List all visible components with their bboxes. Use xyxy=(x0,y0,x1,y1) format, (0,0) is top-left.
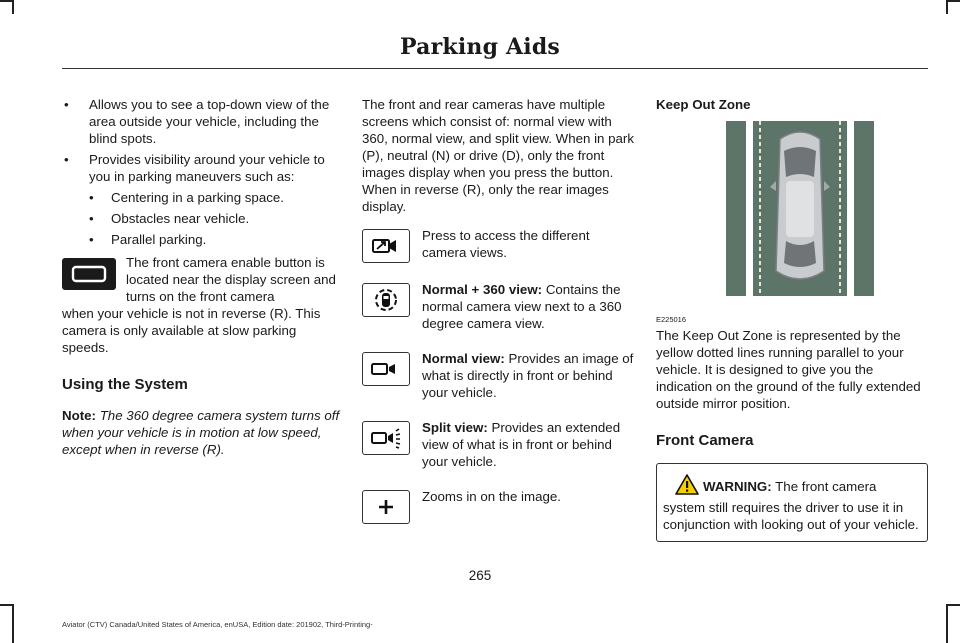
list-item: • Provides visibility around your vehicle to you in parking maneuvers such as: xyxy=(62,151,340,185)
maneuver-sub-list xyxy=(89,189,340,248)
crop-mark xyxy=(12,604,14,643)
crop-mark xyxy=(946,604,948,643)
note-label: Note: xyxy=(62,408,96,423)
list-item: • Allows you to see a top-down view of the area outside your vehicle, including the blind spots. xyxy=(62,96,340,147)
warning-box xyxy=(656,463,928,542)
warning-label: WARNING: xyxy=(703,479,772,494)
zoom-text: Zooms in on the image. xyxy=(422,489,561,504)
360-view-label: Normal + 360 view: xyxy=(422,282,543,297)
crop-mark xyxy=(946,604,960,606)
warning-text: The front camera system still requires the driver to use it in conjunction with looking out of your vehicle. xyxy=(663,479,919,532)
360-view-icon xyxy=(362,283,410,317)
crop-mark xyxy=(946,0,948,14)
camera-screens-intro: The front and rear cameras have multiple screens which consist of: normal view with 360, normal view, and split view. When in park (P), neutral (N) or drive (D), only the front images display when you press the button. When in reverse (R), only the rear images display. xyxy=(362,97,634,214)
note-text: The 360 degree camera system turns off when your vehicle is in motion at low speed, except when in reverse (R). xyxy=(62,408,340,457)
split-view-label: Split view: xyxy=(422,420,488,435)
keep-out-figure xyxy=(656,121,928,324)
column-1 xyxy=(62,96,340,466)
normal-view-icon xyxy=(362,352,410,386)
split-view-icon xyxy=(362,421,410,455)
feature-bullet-list xyxy=(62,96,340,185)
section-heading-using-system: Using the System xyxy=(62,376,188,393)
front-camera-button-text-cont: when your vehicle is not in reverse (R). This camera is only available at slow parking speeds. xyxy=(62,306,321,355)
crop-mark xyxy=(946,0,960,2)
footer-text: Aviator (CTV) Canada/United States of America, enUSA, Edition date: 201902, Third-Printing- xyxy=(62,620,373,629)
header-rule xyxy=(62,68,928,69)
column-3 xyxy=(656,96,928,542)
camera-view-item: Normal view: Provides an image of what is directly in front or behind your vehicle. xyxy=(362,350,634,401)
list-item: • Parallel parking. xyxy=(89,231,340,248)
zoom-plus-icon xyxy=(362,490,410,524)
camera-switch-text: Press to access the different camera views. xyxy=(422,228,590,260)
list-item: • Obstacles near vehicle. xyxy=(89,210,340,227)
figure-id: E225016 xyxy=(656,315,687,324)
page-number: 265 xyxy=(468,568,492,583)
camera-switch-icon xyxy=(362,229,410,263)
crop-mark xyxy=(12,0,14,14)
camera-view-item: Split view: Provides an extended view of what is in front or behind your vehicle. xyxy=(362,419,634,470)
list-item: • Centering in a parking space. xyxy=(89,189,340,206)
front-camera-button-row xyxy=(62,254,340,305)
front-camera-button-icon xyxy=(62,258,116,290)
normal-view-label: Normal view: xyxy=(422,351,505,366)
camera-view-item: Normal + 360 view: Contains the normal camera view next to a 360 degree camera view. xyxy=(362,281,634,332)
camera-view-item xyxy=(362,488,634,524)
front-camera-button-text: The front camera enable button is located near the display screen and turns on the front camera xyxy=(126,255,336,304)
warning-icon xyxy=(675,474,699,499)
column-2 xyxy=(362,96,634,542)
section-heading-front-camera: Front Camera xyxy=(656,432,754,449)
page-title: Parking Aids xyxy=(399,34,561,60)
keep-out-zone-text: The Keep Out Zone is represented by the yellow dotted lines running parallel to your vehicle. It is designed to give you the indication on the ground of the fully extended outside mirror position. xyxy=(656,328,921,411)
note xyxy=(62,407,340,458)
keep-out-zone-illustration xyxy=(726,121,874,296)
keep-out-zone-heading: Keep Out Zone xyxy=(656,97,751,112)
camera-view-item xyxy=(362,227,634,263)
